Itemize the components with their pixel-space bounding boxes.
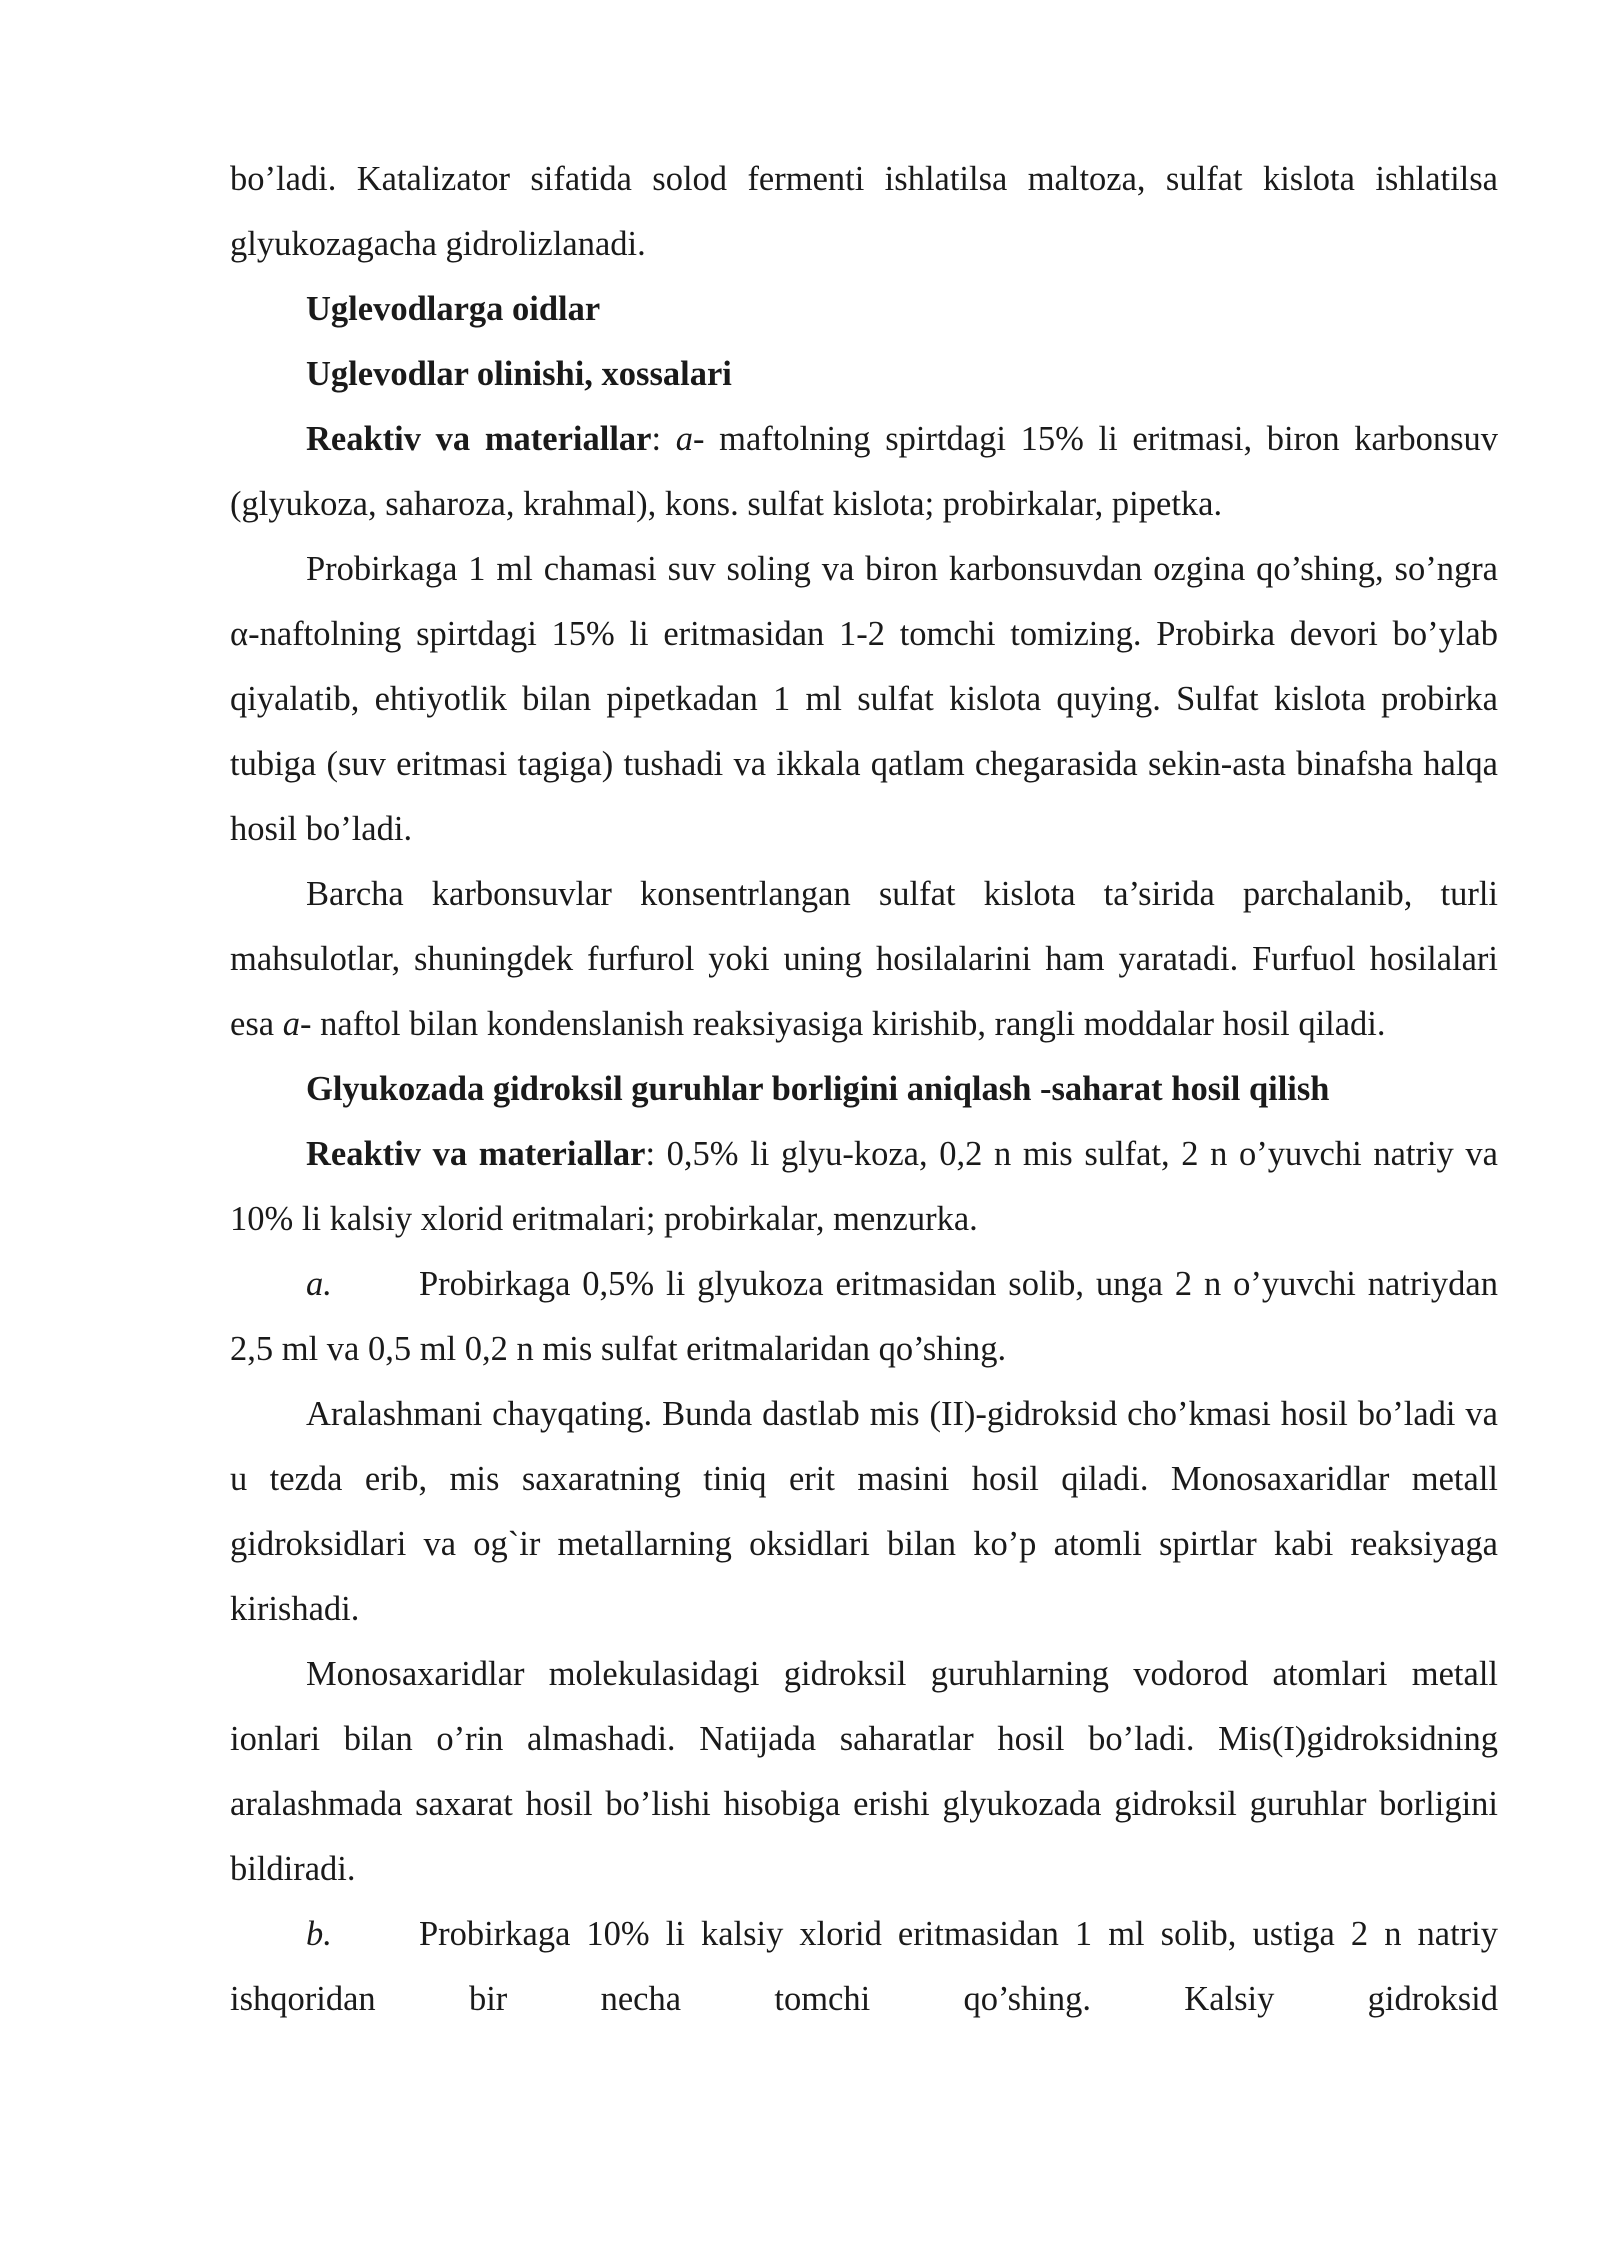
alpha-symbol: a-	[675, 420, 705, 458]
list-item-a	[230, 1252, 1498, 1382]
paragraph-observation: Aralashmani chayqating. Bunda dastlab mis (II)-gidroksid cho’kmasi hosil bo’ladi va u tezda erib, mis saxaratning tiniq erit masini hosil qiladi. Monosaxaridlar metall gidroksidlari va og`ir metallarning oksidlari bilan ko’p atomli spirtlar kabi reaksiyaga kirishadi.	[230, 1395, 1498, 1628]
paragraph-intro: bo’ladi. Katalizator sifatida solod fermenti ishlatilsa maltoza, sulfat kislota ishlatilsa glyukozagacha gidrolizlanadi.	[230, 160, 1498, 263]
list-item-b-text: Probirkaga 10% li kalsiy xlorid eritmasidan 1 ml solib, ustiga 2 n natriy ishqoridan bir necha tomchi qo’shing. Kalsiy gidroksid	[230, 1915, 1498, 2018]
explanation-text-part1: Barcha karbonsuvlar konsentrlangan sulfat kislota ta’sirida parchalanib, turli mahsulotlar, shuningdek furfurol yoki uning hosilalarini ham yaratadi. Furfuol hosilalari esa	[230, 875, 1498, 1043]
explanation-text-part2: naftol bilan kondenslanish reaksiyasiga kirishib, rangli moddalar hosil qiladi.	[311, 1005, 1386, 1043]
paragraph-monosaccharides: Monosaxaridlar molekulasidagi gidroksil guruhlarning vodorod atomlari metall ionlari bilan o’rin almashadi. Natijada saharatlar hosil bo’ladi. Mis(I)gidroksidning aralashmada saxarat hosil bo’lishi hisobiga erishi glyukozada gidroksil guruhlar borligini bildiradi.	[230, 1655, 1498, 1888]
reagents-label-2: Reaktiv va materiallar	[306, 1135, 646, 1173]
paragraph-reagents-1: Reaktiv va materiallar: a- maftolning spirtdagi 15% li eritmasi, biron karbonsuv (glyukoza, saharoza, krahmal), kons. sulfat kislota; probirkalar, pipetka.	[230, 420, 1498, 523]
reagents-text-2: 0,5% li glyu-koza, 0,2 n mis sulfat, 2 n o’yuvchi natriy va 10% li kalsiy xlorid eritmalari; probirkalar, menzurka.	[230, 1135, 1498, 1238]
paragraph-procedure-1: Probirkaga 1 ml chamasi suv soling va biron karbonsuvdan ozgina qo’shing, so’ngra α-naftolning spirtdagi 15% li eritmasidan 1-2 tomchi tomizing. Probirka devori bo’ylab qiyalatib, ehtiyotlik bilan pipetkadan 1 ml sulfat kislota quying. Sulfat kislota probirka tubiga (suv eritmasi tagiga) tushadi va ikkala qatlam chegarasida sekin-asta binafsha halqa hosil bo’ladi.	[230, 550, 1498, 848]
reagents-text-1: maftolning spirtdagi 15% li eritmasi, biron karbonsuv (glyukoza, saharoza, krahmal), kons. sulfat kislota; probirkalar, pipetka.	[230, 420, 1498, 523]
document-body	[230, 147, 1498, 2032]
paragraph-explanation-1	[230, 862, 1498, 1057]
reagents-label-1: Reaktiv va materiallar	[306, 420, 652, 458]
list-item-a-text: Probirkaga 0,5% li glyukoza eritmasidan solib, unga 2 n o’yuvchi natriydan 2,5 ml va 0,5 ml 0,2 n mis sulfat eritmalaridan qo’shing.	[230, 1265, 1498, 1368]
alpha-symbol: a-	[282, 1005, 312, 1043]
heading-glyukozada-gidroksil: Glyukozada gidroksil guruhlar borligini aniqlash -saharat hosil qilish	[306, 1070, 1330, 1108]
list-marker-a: a.	[306, 1265, 332, 1303]
list-marker-b: b.	[306, 1915, 332, 1953]
heading-uglevodlarga-oidlar: Uglevodlarga oidlar	[306, 290, 601, 328]
list-item-b	[230, 1902, 1498, 2032]
heading-uglevodlar-olinishi: Uglevodlar olinishi, xossalari	[306, 355, 732, 393]
paragraph-reagents-2: Reaktiv va materiallar: 0,5% li glyu-koza, 0,2 n mis sulfat, 2 n o’yuvchi natriy va 10% li kalsiy xlorid eritmalari; probirkalar, menzurka.	[230, 1135, 1498, 1238]
